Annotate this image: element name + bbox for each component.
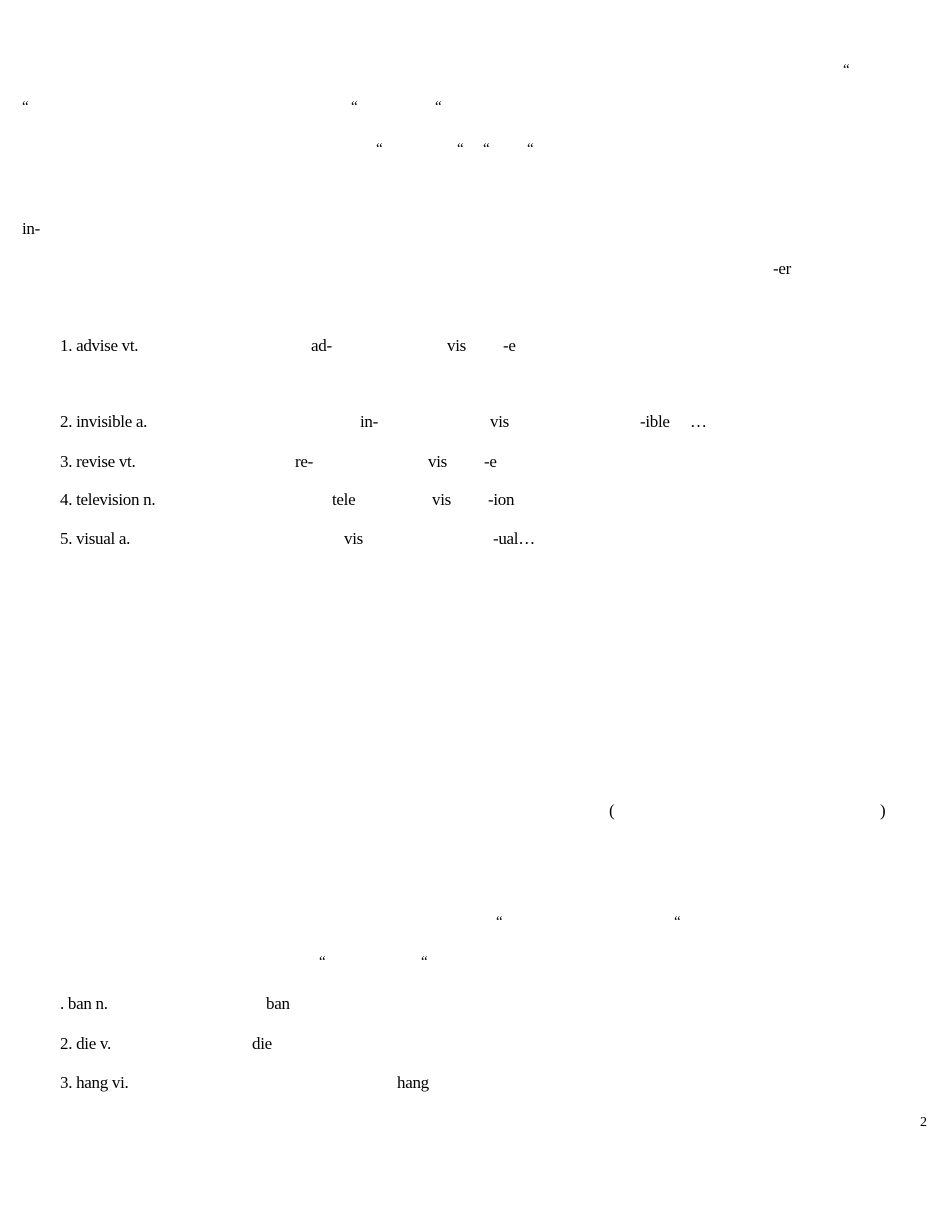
quote-mark: “	[351, 99, 358, 115]
word-part: vis	[432, 490, 451, 509]
quote-mark: “	[496, 914, 503, 930]
prefix-in-label: in-	[22, 219, 40, 238]
quote-mark: “	[319, 954, 326, 970]
word-part: vis	[428, 452, 447, 471]
word-entry: 1. advise vt.	[60, 336, 139, 355]
word-part: -ual…	[493, 529, 535, 548]
paren-close: )	[880, 801, 886, 820]
word-root: hang	[397, 1073, 429, 1092]
suffix-er-label: -er	[773, 259, 791, 278]
word-entry: 2. die v.	[60, 1034, 111, 1053]
word-part: -ible	[640, 412, 670, 431]
quote-mark: “	[843, 62, 850, 78]
word-entry: 5. visual a.	[60, 529, 131, 548]
quote-mark: “	[483, 141, 490, 157]
word-part: ad-	[311, 336, 332, 355]
word-root: ban	[266, 994, 290, 1013]
word-entry: . ban n.	[60, 994, 108, 1013]
word-part: re-	[295, 452, 313, 471]
word-part: in-	[360, 412, 378, 431]
word-entry: 3. revise vt.	[60, 452, 136, 471]
word-root: die	[252, 1034, 272, 1053]
quote-mark: “	[421, 954, 428, 970]
word-entry: 2. invisible a.	[60, 412, 148, 431]
word-part: vis	[490, 412, 509, 431]
word-entry: 3. hang vi.	[60, 1073, 129, 1092]
word-part: vis	[447, 336, 466, 355]
page-number: 2	[920, 1115, 927, 1130]
quote-mark: “	[435, 99, 442, 115]
word-part: -e	[503, 336, 516, 355]
word-part: tele	[332, 490, 356, 509]
quote-mark: “	[22, 99, 29, 115]
word-part: -e	[484, 452, 497, 471]
word-part: -ion	[488, 490, 515, 509]
word-part: vis	[344, 529, 363, 548]
word-part: …	[690, 412, 707, 431]
paren-open: (	[609, 801, 615, 820]
quote-mark: “	[376, 141, 383, 157]
quote-mark: “	[457, 141, 464, 157]
word-entry: 4. television n.	[60, 490, 156, 509]
quote-mark: “	[527, 141, 534, 157]
quote-mark: “	[674, 914, 681, 930]
